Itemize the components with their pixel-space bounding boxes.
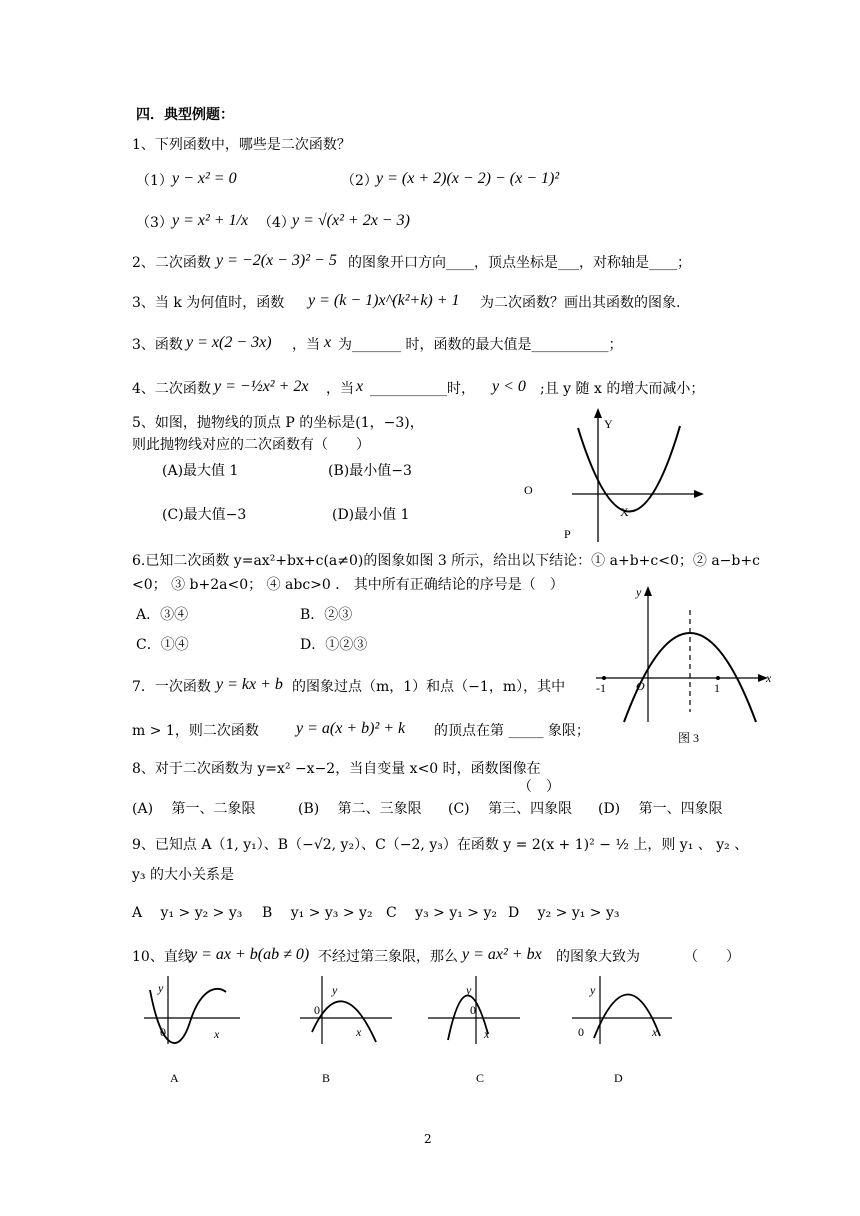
q6-line1: 6.已知二次函数 y=ax²+bx+c(a≠0)的图象如图 3 所示，给出以下结论：① a+b+c<0；② a−b+c bbox=[132, 553, 760, 569]
q10-expr: y = ax + b(ab ≠ 0) bbox=[190, 946, 310, 963]
q1-option4-expr: y = √(x² + 2x − 3) bbox=[292, 212, 410, 229]
q6-option-a: A．③④ bbox=[136, 607, 189, 623]
q4-suffix: ;且 y 随 x 的增大而减小； bbox=[540, 381, 705, 397]
q7-prefix: 7．一次函数 bbox=[132, 679, 211, 695]
q6-figure-caption: 图 3 bbox=[678, 731, 700, 745]
q4-expr: y = −½x² + 2x bbox=[214, 378, 309, 395]
q5-option-d: (D)最小值 1 bbox=[332, 507, 410, 523]
q10-mid: 不经过第三象限，那么 bbox=[318, 949, 458, 965]
q8-line1: 8、对于二次函数为 y=x² −x−2，当自变量 x<0 时，函数图像在 bbox=[132, 761, 541, 777]
q10-suffix: 的图象大致为 bbox=[556, 949, 640, 965]
q10-answer-paren: （ ） bbox=[684, 949, 740, 965]
q3b-mid2: 为_______ 时，函数的最大值是___________； bbox=[338, 337, 623, 353]
page-number: 2 bbox=[424, 1132, 432, 1146]
q5-line1: 5、如图，抛物线的顶点 P 的坐标是(1，−3)， bbox=[132, 415, 424, 431]
q6-figure-3 bbox=[588, 582, 784, 746]
q8-option-a: (A) 第一、二象限 bbox=[132, 801, 256, 817]
q3b-expr: y = x(2 − 3x) bbox=[186, 334, 272, 351]
q6-axis-x-label: x bbox=[766, 671, 772, 685]
q6-option-d: D．①②③ bbox=[300, 637, 368, 653]
q9-option-c: C y₃ > y₁ > y₂ bbox=[386, 905, 497, 921]
q1-option4-label: （4） bbox=[258, 215, 295, 231]
q7-line2-suffix: 的顶点在第 _____ 象限； bbox=[434, 723, 590, 739]
q5-axis-y-label: Y bbox=[604, 417, 613, 431]
q10b-axis-y: y bbox=[332, 983, 338, 997]
q7-expr: y = kx + b bbox=[216, 676, 283, 693]
q10c-axis-x: x bbox=[484, 1027, 490, 1041]
q5-parabola-figure bbox=[520, 406, 720, 546]
q10-graph-d bbox=[570, 974, 680, 1084]
q7-mid: 的图象过点（m，1）和点（−1，m），其中 bbox=[292, 679, 566, 695]
q3b-prefix: 3、函数 bbox=[132, 337, 183, 353]
q2-expr: y = −2(x − 3)² − 5 bbox=[216, 252, 337, 269]
q1-text: 1、下列函数中，哪些是二次函数？ bbox=[132, 137, 351, 153]
q3a-prefix: 3、当 k 为何值时，函数 bbox=[132, 295, 285, 311]
q10b-origin: 0 bbox=[314, 1003, 320, 1017]
q3a-expr: y = (k − 1)x^(k²+k) + 1 bbox=[308, 292, 460, 309]
q10-graph-a bbox=[140, 974, 250, 1084]
q10d-origin: 0 bbox=[578, 1025, 584, 1039]
q1-option2-expr: y = (x + 2)(x − 2) − (x − 1)² bbox=[376, 170, 560, 187]
q10b-label: B bbox=[322, 1071, 331, 1085]
q10d-label: D bbox=[614, 1071, 623, 1085]
q10d-axis-y: y bbox=[590, 983, 596, 997]
q10c-origin: 0 bbox=[470, 1003, 476, 1017]
q4-condition: y < 0 bbox=[492, 378, 526, 395]
q10c-label: C bbox=[476, 1071, 485, 1085]
q6-option-b: B．②③ bbox=[300, 607, 353, 623]
q8-option-b: (B) 第二、三象限 bbox=[298, 801, 422, 817]
q9-option-a: A y₁ > y₂ > y₃ bbox=[132, 905, 243, 921]
q8-option-d: (D) 第一、四象限 bbox=[598, 801, 723, 817]
q6-origin-label: O bbox=[636, 679, 645, 693]
q9-line1: 9、已知点 A（1, y₁）、B（−√2, y₂）、C（−2, y₃）在函数 y = 2(x + 1)² − ½ 上，则 y₁ 、 y₂ 、 bbox=[132, 837, 749, 853]
q10-graph-c bbox=[424, 974, 534, 1084]
q1-option1-expr: y − x² = 0 bbox=[172, 170, 237, 187]
q1-option2-label: （2） bbox=[341, 173, 378, 189]
q8-option-c: (C) 第三、四象限 bbox=[448, 801, 573, 817]
q7-line2-prefix: m > 1，则二次函数 bbox=[132, 723, 259, 739]
q9-line2: y₃ 的大小关系是 bbox=[132, 867, 234, 883]
q9-option-b: B y₁ > y₃ > y₂ bbox=[262, 905, 373, 921]
q1-option3-expr: y = x² + 1/x bbox=[172, 212, 249, 229]
q6-tick-1: 1 bbox=[714, 681, 720, 695]
q10-expr2: y = ax² + bx bbox=[462, 946, 542, 963]
q4-mid2: ___________时， bbox=[370, 381, 475, 397]
q2-suffix: 的图象开口方向____，顶点坐标是___，对称轴是____； bbox=[348, 255, 691, 271]
section-heading: 四．典型例题： bbox=[136, 107, 234, 123]
q7-expr2: y = a(x + b)² + k bbox=[296, 720, 406, 737]
q10-prefix: 10、直线 bbox=[132, 949, 192, 965]
q8-answer-paren: （ ） bbox=[518, 779, 560, 795]
q10-graph-b bbox=[296, 974, 406, 1084]
q6-tick-neg1: -1 bbox=[596, 681, 606, 695]
q5-origin-label: O bbox=[524, 483, 533, 497]
q5-option-a: (A)最大值 1 bbox=[162, 463, 239, 479]
q2-prefix: 2、二次函数 bbox=[132, 255, 211, 271]
q5-vertex-label: P bbox=[564, 527, 571, 541]
q10c-axis-y: y bbox=[466, 983, 472, 997]
q4-prefix: 4、二次函数 bbox=[132, 381, 211, 397]
q10a-axis-y: y bbox=[158, 981, 164, 995]
q10a-label: A bbox=[170, 1071, 179, 1085]
q10a-axis-x: x bbox=[214, 1027, 220, 1041]
q5-axis-x-label: X bbox=[620, 505, 629, 519]
q6-option-c: C．①④ bbox=[136, 637, 189, 653]
q5-line2: 则此抛物线对应的二次函数有（ ） bbox=[132, 437, 370, 453]
q10d-axis-x: x bbox=[652, 1025, 658, 1039]
q5-option-c: (C)最大值−3 bbox=[162, 507, 247, 523]
q6-axis-y-label: y bbox=[636, 585, 642, 599]
q9-option-d: D y₂ > y₁ > y₃ bbox=[508, 905, 620, 921]
q3b-mid1: ，当 bbox=[292, 337, 320, 353]
q5-option-b: (B)最小值−3 bbox=[328, 463, 412, 479]
q3a-suffix: 为二次函数？画出其函数的图象. bbox=[480, 295, 681, 311]
q4-var: x bbox=[356, 378, 364, 395]
q10a-origin: 0 bbox=[160, 1025, 166, 1039]
q1-option1-label: （1） bbox=[136, 173, 173, 189]
q3b-var: x bbox=[324, 334, 332, 351]
q4-mid1: ，当 bbox=[326, 381, 354, 397]
q10b-axis-x: x bbox=[356, 1025, 362, 1039]
q6-line2: <0； ③ b+2a<0； ④ abc>0 ． 其中所有正确结论的序号是（ ） bbox=[132, 577, 564, 593]
q1-option3-label: （3） bbox=[136, 215, 173, 231]
